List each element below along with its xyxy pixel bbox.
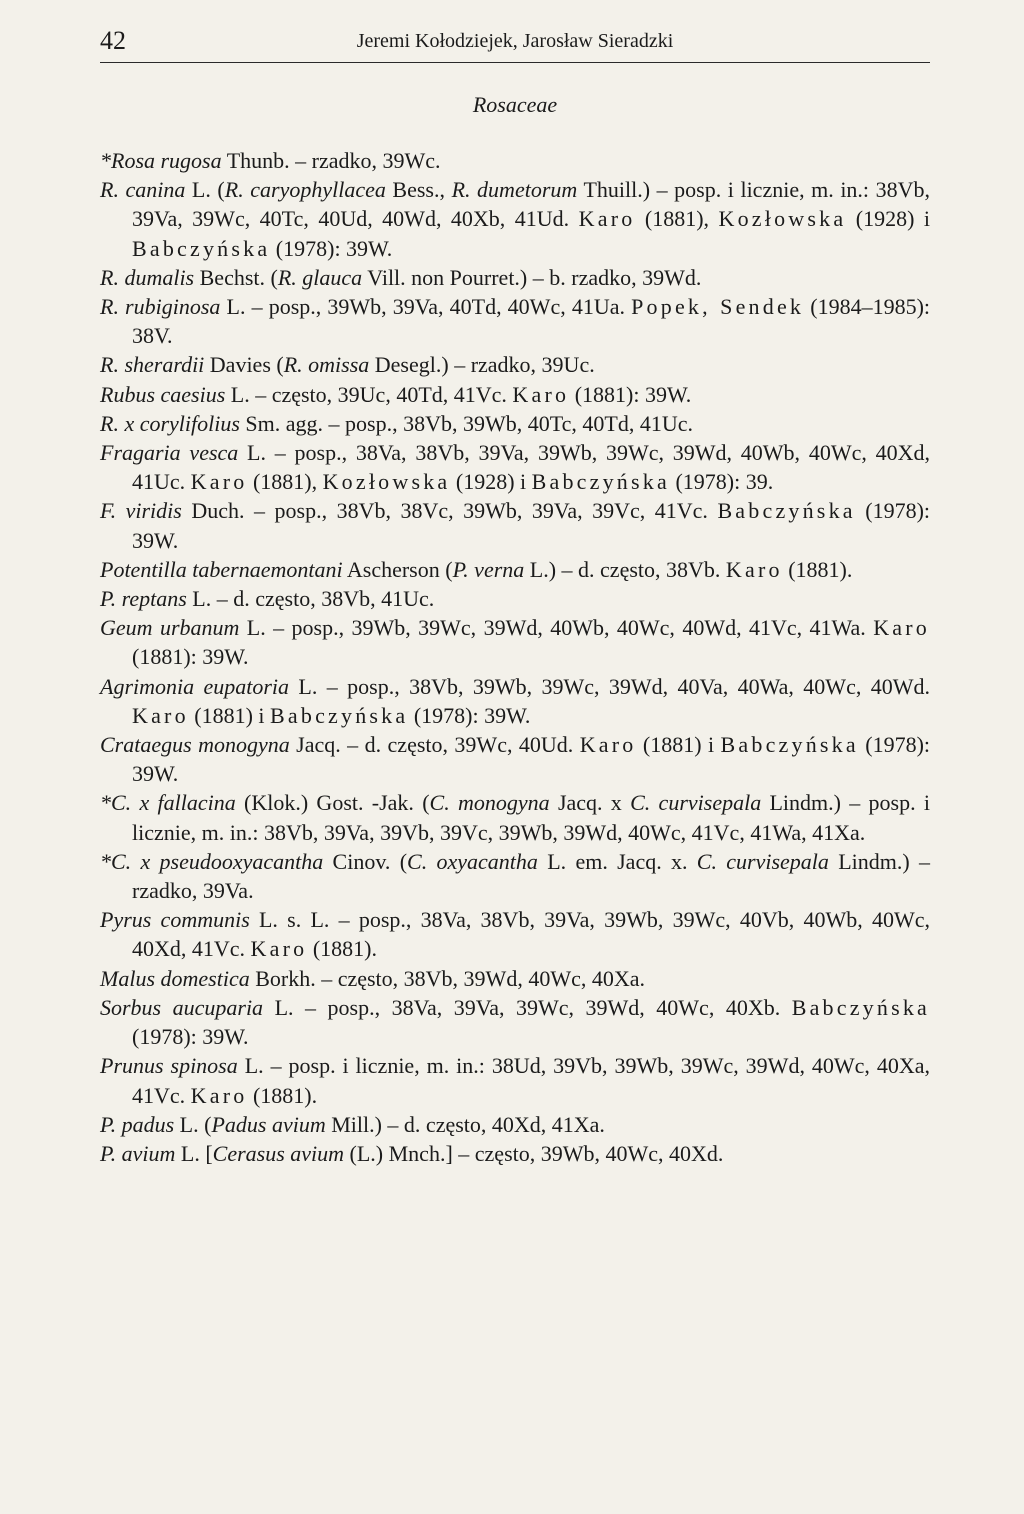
species-entry bbox=[100, 672, 930, 730]
species-entry bbox=[100, 438, 930, 496]
taxon-name: *Rosa rugosa bbox=[100, 148, 222, 173]
entry-text: L. – posp., 39Wb, 39Va, 40Td, 40Wc, 41Ua. bbox=[220, 294, 632, 320]
entry-text: Jacq. – d. często, 39Wc, 40Ud. bbox=[289, 732, 580, 758]
taxon-name: C. oxyacantha bbox=[407, 848, 538, 874]
species-entry bbox=[100, 263, 930, 292]
taxon-name: P. avium bbox=[100, 1140, 176, 1166]
entry-text: (1881). bbox=[782, 556, 853, 582]
taxon-name: R. x corylifolius bbox=[100, 410, 240, 436]
entry-text: L. – d. często, 38Vb, 41Uc. bbox=[186, 586, 435, 612]
taxon-name: Cerasus avium bbox=[212, 1140, 345, 1166]
author-name: Babczyńska bbox=[717, 498, 856, 524]
entry-text: Duch. – posp., 38Vb, 38Vc, 39Wb, 39Va, 39Vc, 41Vc. bbox=[181, 498, 718, 524]
species-entry bbox=[100, 905, 930, 963]
entry-text: (1881): 39W. bbox=[569, 381, 692, 407]
section-title: Rosaceae bbox=[472, 92, 558, 117]
entry-text: Davies ( bbox=[204, 352, 284, 378]
entry-text: Lindm.) – posp. i licznie, m. in.: 38Vb, 39Va, 39Vb, 39Vc, 39Wb, 39Wd, 40Wc, 41Vc, 41Wa, 41Xa. bbox=[132, 790, 930, 845]
entry-text: (1881), bbox=[635, 206, 719, 232]
entry-text: Lindm.) – rzadko, 39Va. bbox=[132, 848, 930, 904]
entry-text: Thuill.) – posp. i licznie, m. in.: 38Vb, 39Va, 39Wc, 40Tc, 40Ud, 40Wd, 40Xb, 41Ud. bbox=[132, 177, 930, 232]
species-entry bbox=[100, 555, 930, 584]
entry-text: L. – często, 39Uc, 40Td, 41Vc. bbox=[225, 381, 513, 407]
author-name: Babczyńska bbox=[791, 994, 930, 1020]
species-entry bbox=[100, 730, 930, 788]
taxon-name: Pyrus communis bbox=[100, 907, 250, 933]
entry-text: Cinov. ( bbox=[323, 848, 408, 874]
entry-text: L. – posp., 38Vb, 39Wb, 39Wc, 39Wd, 40Va, 40Wa, 40Wc, 40Wd. bbox=[289, 673, 930, 699]
author-name: Kozłowska bbox=[718, 206, 847, 232]
taxon-name: Crataegus monogyna bbox=[100, 732, 290, 758]
entry-text: (1978): 39W. bbox=[132, 1024, 249, 1050]
taxon-name: F. viridis bbox=[100, 498, 182, 524]
author-name: Karo bbox=[190, 1082, 248, 1108]
species-entry bbox=[100, 350, 930, 379]
taxon-name: C. curvisepala bbox=[696, 848, 829, 874]
taxon-name: *C. x pseudooxyacantha bbox=[100, 848, 324, 874]
species-entry bbox=[100, 175, 930, 263]
author-name: Karo bbox=[512, 381, 570, 407]
entry-text: (1881). bbox=[247, 1082, 318, 1108]
taxon-name: R. sherardii bbox=[100, 352, 205, 378]
taxon-name: P. verna bbox=[452, 556, 525, 582]
species-entry bbox=[100, 993, 930, 1051]
species-entry bbox=[100, 409, 930, 438]
species-entry bbox=[100, 146, 930, 175]
taxon-name: Fragaria vesca bbox=[100, 440, 239, 466]
page-header bbox=[100, 20, 930, 63]
author-name: Babczyńska bbox=[531, 469, 670, 495]
taxon-name: Sorbus aucuparia bbox=[100, 994, 264, 1020]
entry-text: (1978): 39W. bbox=[132, 732, 931, 787]
entry-text: L. – posp., 38Va, 38Vb, 39Va, 39Wb, 39Wc, 39Wd, 40Wb, 40Wc, 40Xd, 41Uc. bbox=[132, 440, 930, 495]
entry-text: (1978): 39W. bbox=[132, 498, 931, 553]
entry-text: L. em. Jacq. x. bbox=[537, 848, 697, 874]
author-name: Karo bbox=[190, 469, 248, 495]
entry-text: Sm. agg. – posp., 38Vb, 39Wb, 40Tc, 40Td, 41Uc. bbox=[239, 410, 694, 436]
species-entry bbox=[100, 584, 930, 613]
author-name: Karo bbox=[579, 732, 637, 758]
author-name: Kozłowska bbox=[322, 469, 451, 495]
species-entry bbox=[100, 788, 930, 846]
entry-text: L. – posp., 38Va, 39Va, 39Wc, 39Wd, 40Wc, 40Xb. bbox=[263, 994, 792, 1020]
author-name: Babczyńska bbox=[720, 732, 859, 758]
entry-text: L. ( bbox=[185, 177, 225, 203]
taxon-name: R. rubiginosa bbox=[100, 294, 221, 320]
entry-text: L.) – d. często, 38Vb. bbox=[524, 556, 726, 582]
species-entry bbox=[100, 496, 930, 554]
species-entry bbox=[100, 1139, 930, 1168]
species-entry bbox=[100, 964, 930, 993]
entry-text: (L.) Mnch.] – często, 39Wb, 40Wc, 40Xd. bbox=[344, 1140, 724, 1166]
taxon-name: R. glauca bbox=[277, 264, 363, 290]
taxon-name: P. padus bbox=[100, 1111, 175, 1137]
entry-text: Thunb. – rzadko, 39Wc. bbox=[221, 148, 441, 173]
taxon-name: Geum urbanum bbox=[100, 615, 240, 641]
page-number: 42 bbox=[100, 26, 126, 55]
running-head: Jeremi Kołodziejek, Jarosław Sieradzki bbox=[356, 30, 674, 52]
entry-text: L. – posp., 39Wb, 39Wc, 39Wd, 40Wb, 40Wc, 40Wd, 41Vc, 41Wa. bbox=[239, 615, 874, 641]
entry-text: (1978): 39W. bbox=[270, 235, 393, 261]
entry-text: Mill.) – d. często, 40Xd, 41Xa. bbox=[325, 1111, 605, 1137]
taxon-name: R. caryophyllacea bbox=[224, 177, 386, 203]
species-entry bbox=[100, 1051, 930, 1109]
taxon-name: C. monogyna bbox=[429, 790, 550, 816]
entry-text: (1881) i bbox=[188, 702, 271, 728]
entry-text: (1984–1985): 38V. bbox=[132, 294, 931, 349]
species-entry bbox=[100, 847, 930, 905]
entry-text: (1978): 39W. bbox=[408, 702, 531, 728]
entry-text: Bess., bbox=[385, 177, 452, 203]
author-name: Karo bbox=[132, 702, 189, 728]
entry-text: (1881): 39W. bbox=[132, 644, 249, 670]
species-list bbox=[100, 146, 930, 1168]
species-entry bbox=[100, 613, 930, 671]
entry-text: (1928) i bbox=[450, 469, 532, 495]
entry-text: L. s. L. – posp., 38Va, 38Vb, 39Va, 39Wb, 39Wc, 40Vb, 40Wb, 40Wc, 40Xd, 41Vc. bbox=[132, 907, 930, 962]
entry-text: (1978): 39. bbox=[669, 469, 774, 495]
author-name: Karo bbox=[873, 615, 930, 641]
entry-text: (Klok.) Gost. -Jak. ( bbox=[235, 790, 430, 816]
taxon-name: R. canina bbox=[100, 177, 186, 203]
entry-text: Vill. non Pourret.) – b. rzadko, 39Wd. bbox=[362, 264, 702, 290]
entry-text: L. [ bbox=[175, 1140, 213, 1166]
taxon-name: R. dumetorum bbox=[451, 177, 578, 203]
author-name: Babczyńska bbox=[132, 235, 271, 261]
taxon-name: R. dumalis bbox=[100, 264, 195, 290]
entry-text: (1881). bbox=[307, 936, 377, 962]
entry-text: Desegl.) – rzadko, 39Uc. bbox=[369, 352, 595, 378]
entry-text: (1881) i bbox=[636, 732, 721, 758]
species-entry bbox=[100, 380, 930, 409]
entry-text: L. ( bbox=[174, 1111, 212, 1137]
taxon-name: Prunus spinosa bbox=[100, 1053, 238, 1079]
taxon-name: P. reptans bbox=[100, 586, 187, 612]
author-name: Popek, Sendek bbox=[631, 294, 805, 320]
taxon-name: Agrimonia eupatoria bbox=[100, 673, 290, 699]
taxon-name: Padus avium bbox=[211, 1111, 326, 1137]
species-entry bbox=[100, 1110, 930, 1139]
entry-text: Bechst. ( bbox=[194, 264, 278, 290]
author-name: Babczyńska bbox=[270, 702, 409, 728]
author-name: Karo bbox=[725, 556, 783, 582]
entry-text: Ascherson ( bbox=[342, 556, 453, 582]
taxon-name: R. omissa bbox=[283, 352, 370, 378]
entry-text: (1928) i bbox=[846, 206, 931, 232]
taxon-name: Potentilla tabernaemontani bbox=[100, 556, 343, 582]
author-name: Karo bbox=[578, 206, 636, 232]
entry-text: L. – posp. i licznie, m. in.: 38Ud, 39Vb, 39Wb, 39Wc, 39Wd, 40Wc, 40Xa, 41Vc. bbox=[132, 1053, 930, 1108]
entry-text: Borkh. – często, 38Vb, 39Wd, 40Wc, 40Xa. bbox=[249, 965, 646, 991]
taxon-name: C. curvisepala bbox=[630, 790, 762, 816]
taxon-name: *C. x fallacina bbox=[100, 790, 236, 816]
species-entry bbox=[100, 292, 930, 350]
entry-text: Jacq. x bbox=[549, 790, 631, 816]
taxon-name: Malus domestica bbox=[100, 965, 250, 991]
author-name: Karo bbox=[250, 936, 308, 962]
entry-text: (1881), bbox=[247, 469, 323, 495]
taxon-name: Rubus caesius bbox=[100, 381, 226, 407]
